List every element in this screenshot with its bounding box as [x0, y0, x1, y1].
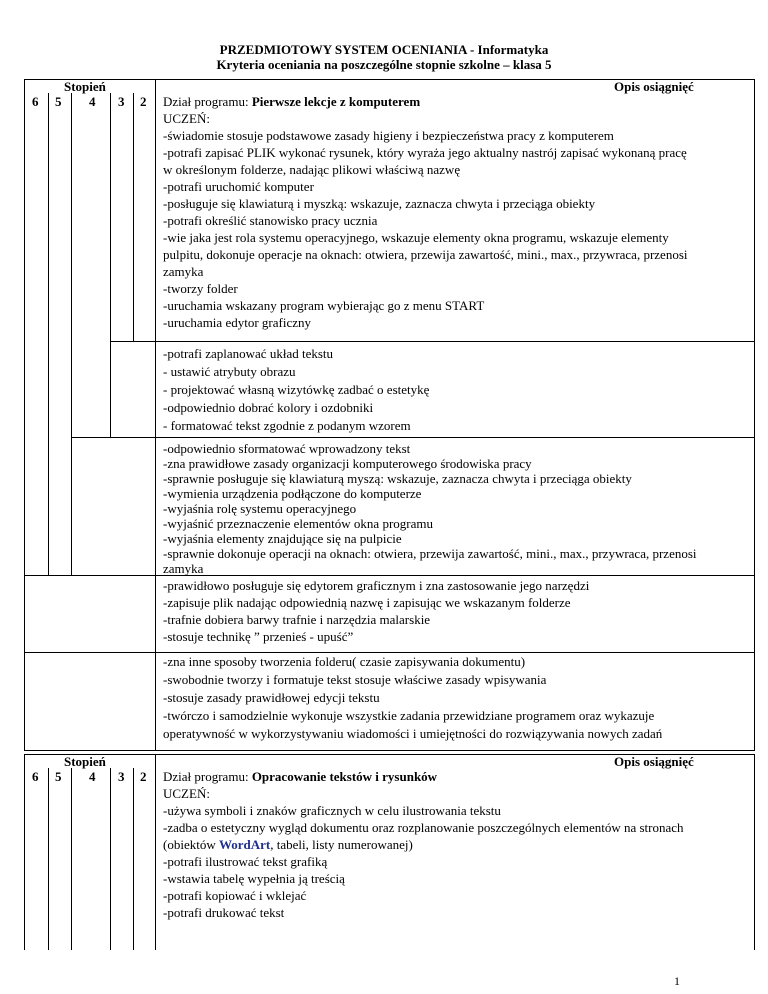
criteria-line: -stosuje technikę ” przenieś - upuść” [163, 629, 354, 644]
grade-2: 2 [140, 769, 147, 784]
criteria-line: -używa symboli i znaków graficznych w celu ilustrowania tekstu [163, 803, 501, 818]
section-heading [163, 769, 437, 785]
column-divider [155, 754, 156, 950]
grade-2: 2 [140, 94, 147, 109]
column-divider [155, 79, 156, 751]
row-divider [24, 575, 755, 576]
column-divider [110, 768, 111, 950]
column-divider [48, 93, 49, 576]
uczen-label: UCZEŃ: [163, 111, 210, 126]
criteria-line: - formatować tekst zgodnie z podanym wzorem [163, 418, 411, 433]
document-subtitle: Kryteria oceniania na poszczególne stopnie szkolne – klasa 5 [216, 57, 552, 72]
criteria-line: - ustawić atrybuty obrazu [163, 364, 296, 379]
table-border [24, 79, 25, 751]
wordart-term: WordArt [218, 837, 271, 852]
criteria-line: zamyka [163, 561, 204, 576]
document-title: PRZEDMIOTOWY SYSTEM OCENIANIA - Informatyka [219, 42, 549, 57]
column-divider [133, 93, 134, 342]
row-divider [71, 437, 755, 438]
criteria-line: -stosuje zasady prawidłowej edycji tekstu [163, 690, 380, 705]
dzial-name: Pierwsze lekcje z komputerem [251, 94, 421, 109]
column-divider [48, 768, 49, 950]
stopien-header: Stopień [64, 79, 106, 94]
criteria-line: -odpowiednio sformatować wprowadzony tekst [163, 441, 411, 456]
criteria-line: -uruchamia edytor graficzny [163, 315, 311, 330]
criteria-line: -swobodnie tworzy i formatuje tekst stosuje właściwe zasady wpisywania [163, 672, 547, 687]
grade-4: 4 [89, 769, 96, 784]
opis-header: Opis osiągnięć [614, 754, 694, 769]
criteria-line: - projektować własną wizytówkę zadbać o estetykę [163, 382, 430, 397]
dzial-prefix: Dział programu: [163, 769, 252, 784]
section-heading [163, 94, 420, 110]
table-border [24, 754, 25, 950]
table-border [754, 754, 755, 950]
criteria-line: -wyjaśnić przeznaczenie elementów okna programu [163, 516, 433, 531]
criteria-line: -potrafi określić stanowisko pracy ucznia [163, 213, 378, 228]
column-divider [133, 768, 134, 950]
criteria-line [163, 837, 413, 853]
criteria-line: -wyjaśnia rolę systemu operacyjnego [163, 501, 357, 516]
criteria-line: -zna inne sposoby tworzenia folderu( czasie zapisywania dokumentu) [163, 654, 526, 669]
criteria-line: -prawidłowo posługuje się edytorem graficznym i zna zastosowanie jego narzędzi [163, 578, 590, 593]
criteria-line: zamyka [163, 264, 204, 279]
criteria-line: -twórczo i samodzielnie wykonuje wszystkie zadania przewidziane programem oraz wykazuje [163, 708, 655, 723]
grade-6: 6 [32, 769, 39, 784]
criteria-line: -zapisuje plik nadając odpowiednią nazwę i zapisując we wskazanym folderze [163, 595, 571, 610]
criteria-line: -posługuje się klawiaturą i myszką: wskazuje, zaznacza chwyta i przeciąga obiekty [163, 196, 596, 211]
grade-5: 5 [55, 769, 62, 784]
grade-3: 3 [118, 94, 125, 109]
column-divider [71, 768, 72, 950]
grade-3: 3 [118, 769, 125, 784]
grade-5: 5 [55, 94, 62, 109]
criteria-line: -zna prawidłowe zasady organizacji komputerowego środowiska pracy [163, 456, 532, 471]
row-divider [110, 341, 755, 342]
criteria-line: -wyjaśnia elementy znajdujące się na pulpicie [163, 531, 402, 546]
column-divider [110, 93, 111, 438]
stopien-header: Stopień [64, 754, 106, 769]
criteria-line: -tworzy folder [163, 281, 238, 296]
criteria-line: -potrafi uruchomić komputer [163, 179, 314, 194]
criteria-line: -zadba o estetyczny wygląd dokumentu oraz rozplanowanie poszczególnych elementów na stronach [163, 820, 684, 835]
dzial-name: Opracowanie tekstów i rysunków [251, 769, 438, 784]
criteria-line: -uruchamia wskazany program wybierając go z menu START [163, 298, 485, 313]
row-divider [24, 652, 755, 653]
criteria-line: -świadomie stosuje podstawowe zasady higieny i bezpieczeństwa pracy z komputerem [163, 128, 614, 143]
criteria-line: -sprawnie dokonuje operacji na oknach: otwiera, przewija zawartość, mini., max., przywraca, przenosi [163, 546, 697, 561]
criteria-line: -wstawia tabelę wypełnia ją treścią [163, 871, 345, 886]
criteria-line: -potrafi kopiować i wklejać [163, 888, 307, 903]
table-border [754, 79, 755, 751]
column-divider [71, 93, 72, 576]
criteria-line: -potrafi zaplanować układ tekstu [163, 346, 334, 361]
criteria-line: -trafnie dobiera barwy trafnie i narzędzia malarskie [163, 612, 431, 627]
grade-4: 4 [89, 94, 96, 109]
criteria-line: -potrafi zapisać PLIK wykonać rysunek, który wyraża jego aktualny nastrój zapisać wykonaną pracę [163, 145, 687, 160]
criteria-line: operatywność w wykorzystywaniu wiadomości i umiejętności do rozwiązywania nowych zadań [163, 726, 663, 741]
criteria-line: pulpitu, dokonuje operacje na oknach: otwiera, przewija zawartość, mini., max., przywraca, przenosi [163, 247, 688, 262]
dzial-prefix: Dział programu: [163, 94, 252, 109]
opis-header: Opis osiągnięć [614, 79, 694, 94]
uczen-label: UCZEŃ: [163, 786, 210, 801]
criteria-line: -odpowiednio dobrać kolory i ozdobniki [163, 400, 374, 415]
grade-6: 6 [32, 94, 39, 109]
criteria-line: -wie jaka jest rola systemu operacyjnego, wskazuje elementy okna programu, wskazuje elementy [163, 230, 669, 245]
criteria-line: -wymienia urządzenia podłączone do komputerze [163, 486, 422, 501]
page-number: 1 [674, 974, 680, 988]
table-border [24, 750, 755, 751]
line-prefix: (obiektów [163, 837, 219, 852]
line-suffix: , tabeli, listy numerowanej) [270, 837, 413, 852]
criteria-line: -potrafi ilustrować tekst grafiką [163, 854, 328, 869]
criteria-line: w określonym folderze, nadając plikowi właściwą nazwę [163, 162, 461, 177]
criteria-line: -sprawnie posługuje się klawiaturą myszą: wskazuje, zaznacza chwyta i przeciąga obiekty [163, 471, 632, 486]
criteria-line: -potrafi drukować tekst [163, 905, 285, 920]
